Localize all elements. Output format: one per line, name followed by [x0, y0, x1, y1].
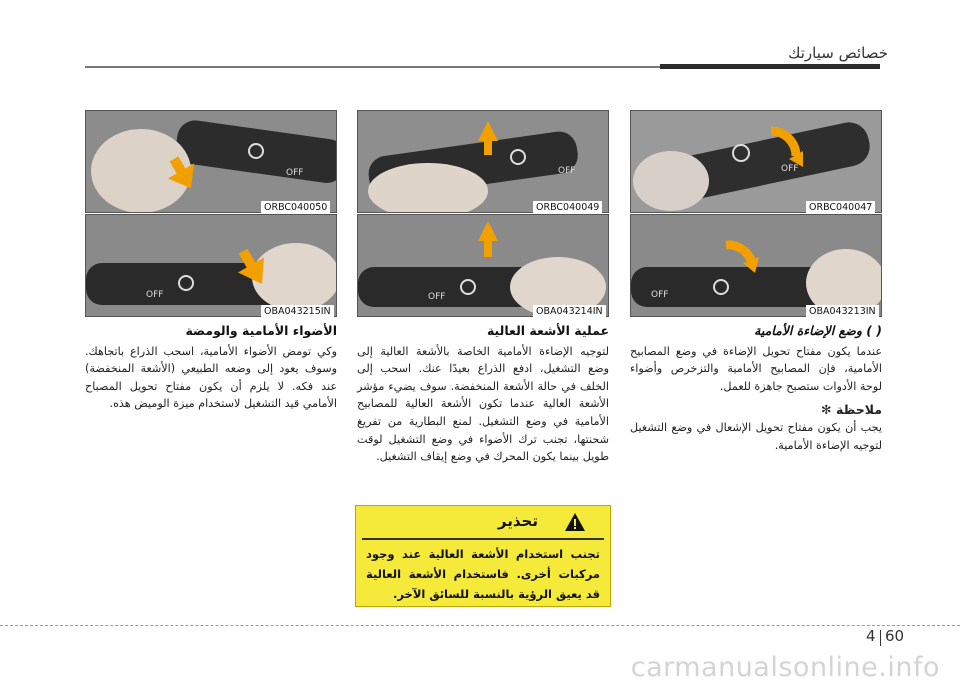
- figure-2b-photo: [357, 214, 609, 317]
- warning-text: تجنب استخدام الأشعة العالية عند وجود مركبات أخرى. فاستخدام الأشعة العالية قد يعيق الرؤية بالنسبة للسائق الآخر.: [366, 547, 600, 601]
- svg-text:OFF: OFF: [781, 164, 799, 174]
- figure-3a-photo: [85, 110, 337, 213]
- figure-2b-code: OBA043214IN: [533, 305, 606, 318]
- flashing-body: وكي تومض الأضواء الأمامية، اسحب الذراع باتجاهك. وسوف يعود إلى وضعه الطبيعي (الأشعة المنخفضة) عند فكه. لا يلزم أن يكون مفتاح تحويل المصباح الأمامي قيد التشغيل لاستخدام ميزة الوميض هذه.: [85, 344, 337, 411]
- headlight-position-heading: ( ) وضع الإضاءة الأمامية: [754, 323, 882, 338]
- text-column-middle: [357, 322, 609, 466]
- high-beam-body: لتوجيه الإضاءة الأمامية الخاصة بالأشعة العالية إلى وضع التشغيل، ادفع الذراع بعيدًا عنك. اسحب إلى الخلف في حالة الأشعة المنخفضة. سوف يضيء مؤشر الأشعة العالية عندما تكون الأشعة العالية للمصابيح الأمامية في وضع التشغيل. لمنع البطارية من تفريغ شحنتها، تجنب ترك الأضواء في وضع التشغيل لوقت طويل بينما يكون المحرك في وضع إيقاف التشغيل.: [357, 344, 609, 464]
- note-title: ملاحظة ✻: [821, 402, 882, 418]
- page-number-separator: [880, 630, 881, 646]
- figure-1b-code: OBA043213IN: [806, 305, 879, 318]
- page-header-title: خصائص سيارتك: [788, 44, 888, 62]
- warning-box: [355, 505, 611, 607]
- site-watermark: carmanualsonline.info: [630, 652, 940, 683]
- figure-2a-photo: [357, 110, 609, 213]
- figure-3a-code: ORBC040050: [261, 201, 330, 214]
- figure-1b-photo: [630, 214, 882, 317]
- figure-3b-code: OBA043215IN: [261, 305, 334, 318]
- high-beam-heading: عملية الأشعة العالية: [486, 323, 609, 338]
- warning-title: تحذير: [497, 512, 538, 530]
- page-number: 60: [885, 627, 905, 645]
- figure-1a-code: ORBC040047: [806, 201, 875, 214]
- svg-text:OFF: OFF: [146, 290, 164, 300]
- note-body: يجب أن يكون مفتاح تحويل الإشعال في وضع التشغيل لتوجيه الإضاءة الأمامية.: [630, 420, 882, 452]
- warning-triangle-icon: [564, 512, 586, 536]
- footer-divider: [0, 625, 960, 626]
- figure-2a-code: ORBC040049: [533, 201, 602, 214]
- svg-text:OFF: OFF: [428, 292, 446, 302]
- svg-text:OFF: OFF: [558, 166, 576, 176]
- figure-1a-photo: [630, 110, 882, 213]
- svg-text:OFF: OFF: [286, 168, 304, 178]
- section-number: 4: [866, 627, 876, 645]
- headlight-position-body: عندما يكون مفتاح تحويل الإضاءة في وضع المصابيح الأمامية، فإن المصابيح الأمامية والتزخرص وأضواء لوحة الأدوات ستصبح جاهزة للعمل.: [630, 344, 882, 393]
- text-column-left: [85, 322, 337, 413]
- flashing-heading: الأضواء الأمامية والومضة: [185, 323, 337, 338]
- warning-divider: [362, 538, 604, 540]
- header-divider: [85, 66, 660, 68]
- header-accent-bar: [660, 64, 880, 69]
- text-column-right: [630, 322, 882, 454]
- svg-text:OFF: OFF: [651, 290, 669, 300]
- figure-3b-photo: [85, 214, 337, 317]
